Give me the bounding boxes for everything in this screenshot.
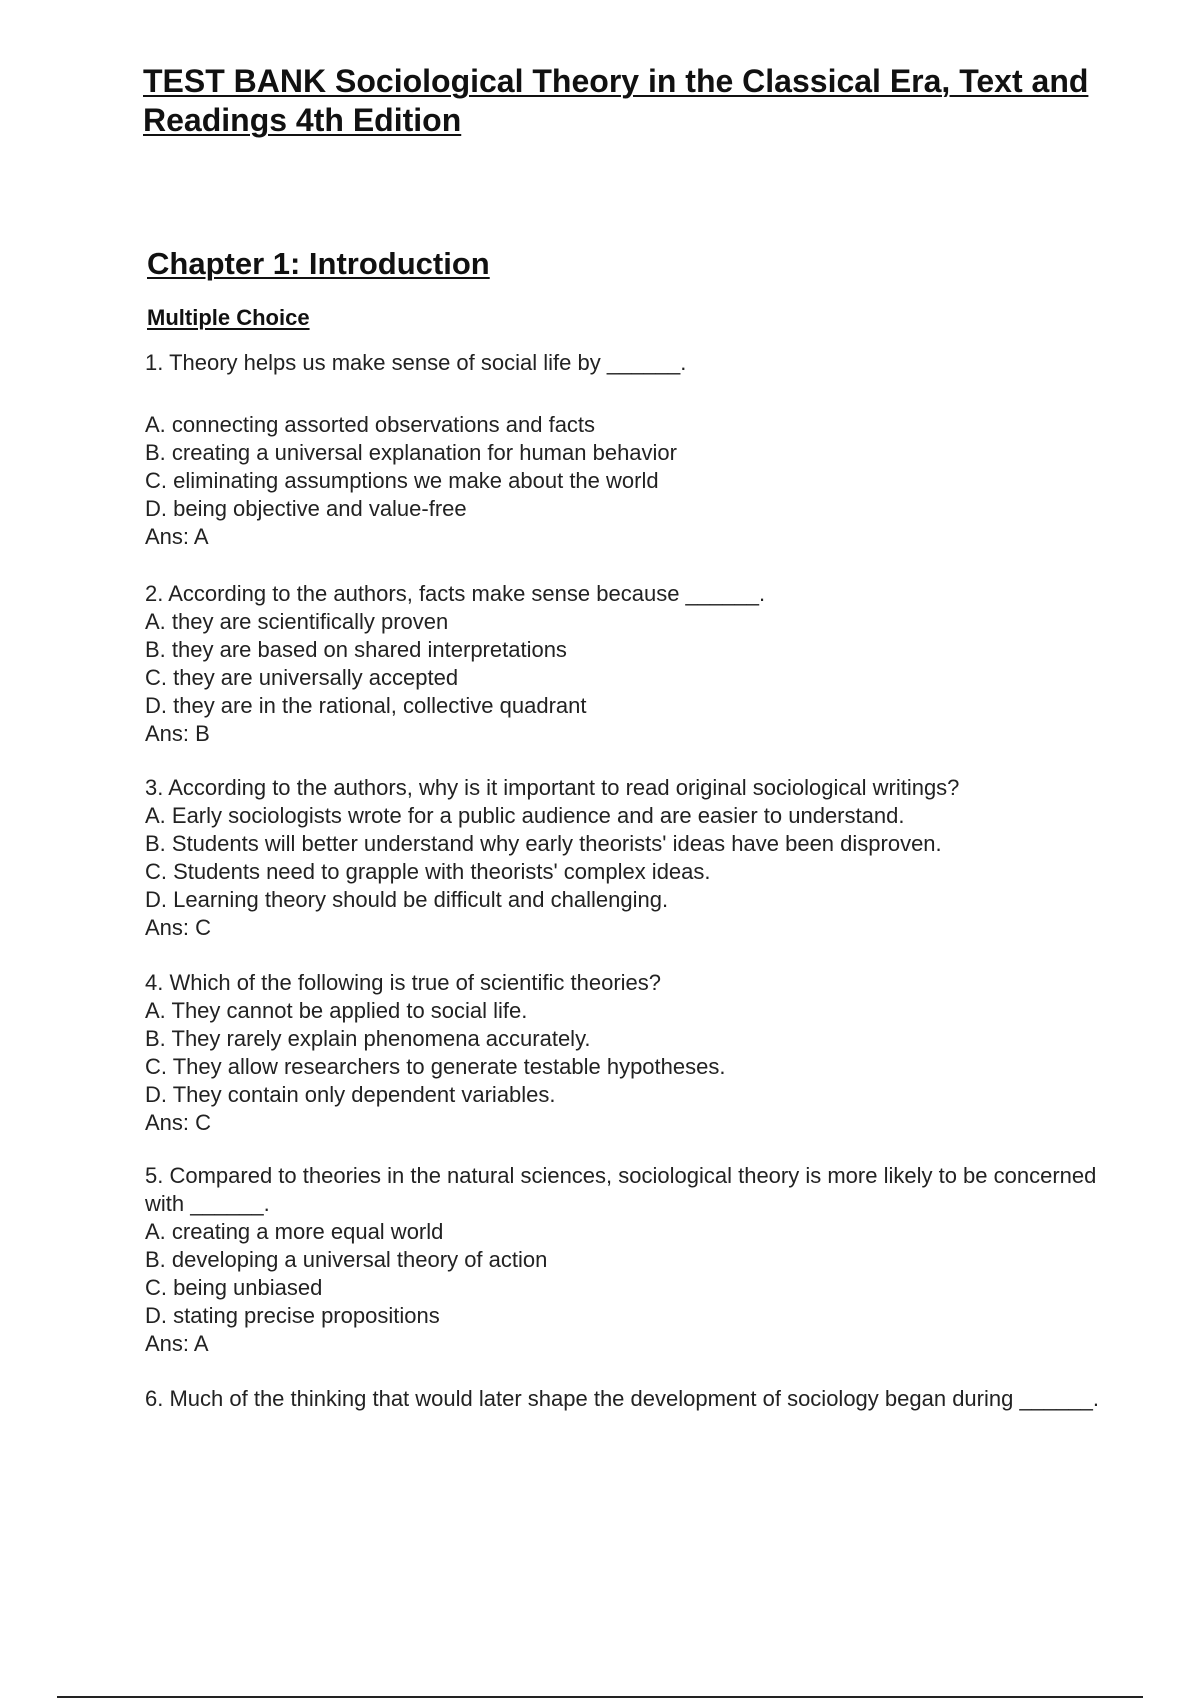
- answer-option: B. creating a universal explanation for human behavior: [145, 440, 677, 465]
- question-5: [145, 1162, 1105, 1358]
- answer-option: C. they are universally accepted: [145, 665, 459, 690]
- answer-option: B. Students will better understand why early theorists' ideas have been disproven.: [145, 831, 942, 856]
- answer-key: Ans: A: [145, 1331, 209, 1356]
- answer-option: B. they are based on shared interpretations: [145, 637, 567, 662]
- question-6: [145, 1385, 1105, 1413]
- question-stem: 3. According to the authors, why is it important to read original sociological writings?: [145, 775, 960, 800]
- answer-option: D. Learning theory should be difficult and challenging.: [145, 887, 669, 912]
- question-3: [145, 774, 1105, 942]
- question-stem: 1. Theory helps us make sense of social life by ______.: [145, 350, 687, 375]
- document-title: TEST BANK Sociological Theory in the Classical Era, Text and Readings 4th Edition: [143, 63, 1089, 138]
- answer-key: Ans: B: [145, 721, 210, 746]
- answer-option: D. stating precise propositions: [145, 1303, 440, 1328]
- answer-option: B. developing a universal theory of action: [145, 1247, 548, 1272]
- answer-key: Ans: A: [145, 524, 209, 549]
- answer-option: C. They allow researchers to generate testable hypotheses.: [145, 1054, 726, 1079]
- answer-option: D. they are in the rational, collective quadrant: [145, 693, 587, 718]
- chapter-title: Chapter 1: Introduction: [147, 246, 490, 281]
- answer-option: D. being objective and value-free: [145, 496, 467, 521]
- answer-option: D. They contain only dependent variables.: [145, 1082, 556, 1107]
- answer-key: Ans: C: [145, 1110, 212, 1135]
- question-stem: 6. Much of the thinking that would later shape the development of sociology began during ______.: [145, 1386, 1099, 1411]
- answer-key: Ans: C: [145, 915, 212, 940]
- question-stem: 5. Compared to theories in the natural sciences, sociological theory is more likely to be concerned with ______.: [145, 1163, 1097, 1216]
- footer-rule: [57, 1696, 1143, 1698]
- question-4: [145, 969, 1105, 1137]
- answer-option: C. Students need to grapple with theorists' complex ideas.: [145, 859, 711, 884]
- question-stem: 2. According to the authors, facts make sense because ______.: [145, 581, 766, 606]
- question-1: [145, 349, 1105, 551]
- answer-option: C. being unbiased: [145, 1275, 323, 1300]
- question-stem: 4. Which of the following is true of scientific theories?: [145, 970, 662, 995]
- answer-option: A. creating a more equal world: [145, 1219, 444, 1244]
- answer-option: B. They rarely explain phenomena accurately.: [145, 1026, 591, 1051]
- answer-option: A. They cannot be applied to social life.: [145, 998, 528, 1023]
- answer-option: A. connecting assorted observations and facts: [145, 412, 596, 437]
- answer-option: A. they are scientifically proven: [145, 609, 449, 634]
- answer-option: A. Early sociologists wrote for a public audience and are easier to understand.: [145, 803, 905, 828]
- section-title: Multiple Choice: [147, 305, 310, 330]
- answer-option: C. eliminating assumptions we make about the world: [145, 468, 659, 493]
- question-2: [145, 580, 1105, 748]
